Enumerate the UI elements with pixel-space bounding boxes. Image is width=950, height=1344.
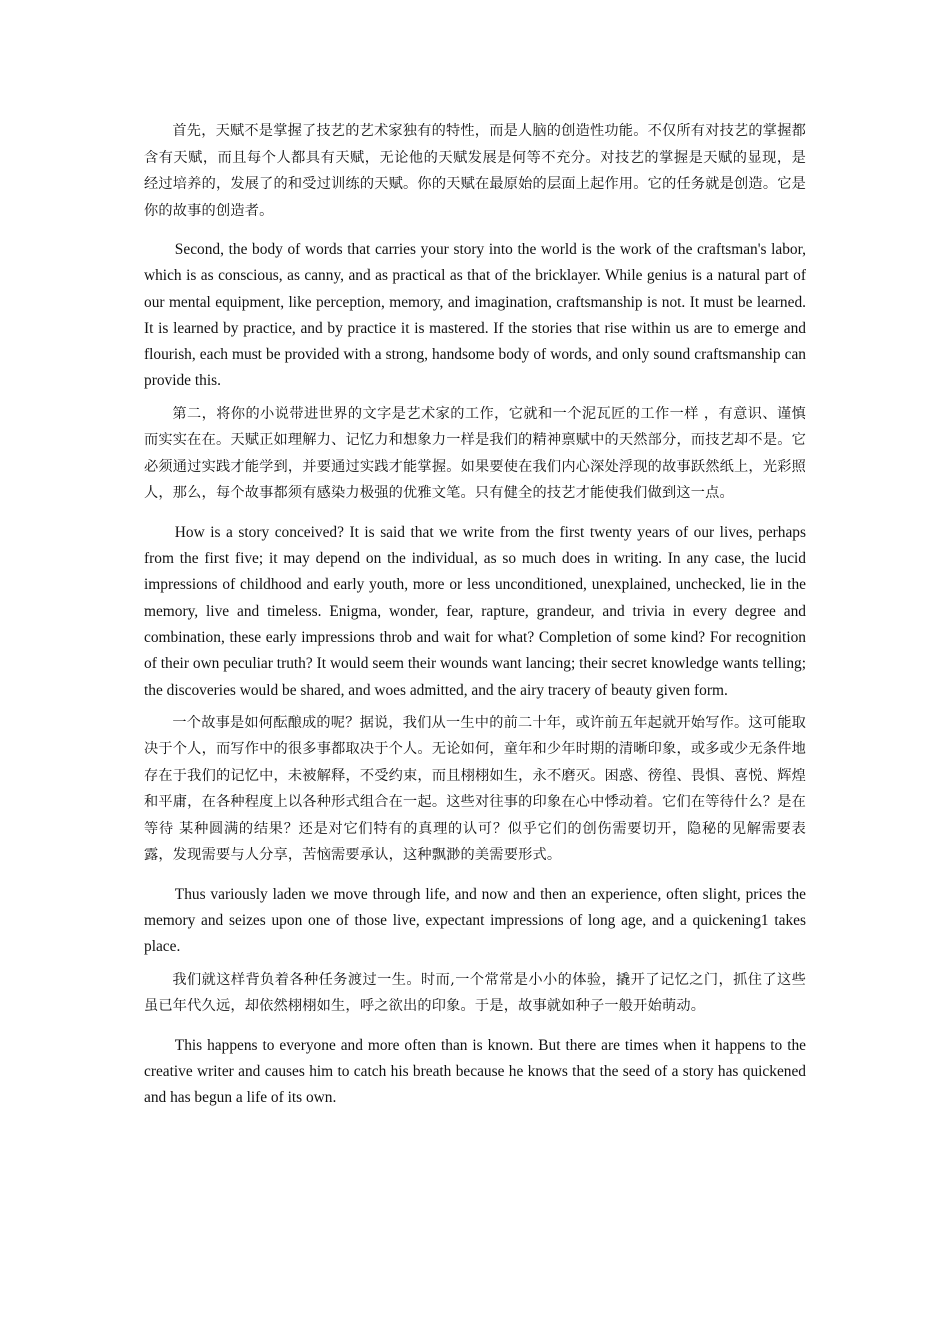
paragraph-en-8: This happens to everyone and more often than is known. But there are times when it happens to the creative writer and causes him to catch his breath because he knows that the seed of a story has quickened and has begun a life of its own. [144,1036,806,1107]
paragraph-zh-5: 一个故事是如何酝酿成的呢？据说，我们从一生中的前二十年，或许前五年起就开始写作。这可能取决于个人，而写作中的很多事都取决于个人。无论如何，童年和少年时期的清晰印象，或多或少无条件地存在于我们的记忆中，未被解释，不受约束，而且栩栩如生，永不磨灭。困惑、徬徨、畏惧、喜悦、辉煌和平庸，在各种程度上以各种形式组合在一起。这些对往事的印象在心中悸动着。它们在等待什么？是在等待 某种圆满的结果？还是对它们特有的真理的认可？似乎它们的创伤需要切开，隐秘的见解需要表露，发现需要与人分享，苦恼需要承认，这种飘渺的美需要形式。 [144,714,806,864]
paragraph-zh-7: 我们就这样背负着各种任务渡过一生。时而,一个常常是小小的体验，撬开了记忆之门，抓住了这些虽已年代久远，却依然栩栩如生，呼之欲出的印象。于是，故事就如种子一般开始萌动。 [144,971,806,1015]
paragraph-zh-3: 第二，将你的小说带进世界的文字是艺术家的工作，它就和一个泥瓦匠的工作一样 ，有意识、谨慎而实实在在。天赋正如理解力、记忆力和想象力一样是我们的精神禀赋中的天然部分，而技艺却不是。它必须通过实践才能学到，并要通过实践才能掌握。如果要使在我们内心深处浮现的故事跃然纸上，光彩照人，那么，每个故事都须有感染力极强的优雅文笔。只有健全的技艺才能使我们做到这一点。 [144,405,806,502]
paragraph-zh-1: 首先，天赋不是掌握了技艺的艺术家独有的特性，而是人脑的创造性功能。不仅所有对技艺的掌握都含有天赋，而且每个人都具有天赋，无论他的天赋发展是何等不充分。对技艺的掌握是天赋的显现，是 经过培养的，发展了的和受过训练的天赋。你的天赋在最原始的层面上起作用。它的任务就是创造。它是你的故事的创造者。 [144,123,806,219]
document-page [144,118,806,1112]
paragraph-en-4: How is a story conceived? It is said that we write from the first twenty years of our lives, perhaps from the first five; it may depend on the individual, as so much does in writing. In any case, the lucid impressions of childhood and early youth, more or less unconditioned, unexplained, unchecked, lie in the memory, live and timeless. Enigma, wonder, fear, rapture, grandeur, and trivia in every degree and combination, these early impressions throb and wait for what? Completion of some kind? For recognition of their own peculiar truth? It would seem their wounds want lancing; their secret knowledge wants telling; the discoveries would be shared, and woes admitted, and the airy tracery of beauty given form. [144,523,806,699]
paragraph-en-6: Thus variously laden we move through life, and now and then an experience, often slight, prices the memory and seizes upon one of those live, expectant impressions of long age, and a quickening1 takes place. [144,885,806,956]
paragraph-en-2: Second, the body of words that carries your story into the world is the work of the craftsman's labor, which is as conscious, as canny, and as practical as that of the bricklayer. While genius is a natural part of our mental equipment, like perception, memory, and imagination, craftsmanship is not. It must be learned. It is learned by practice, and by practice it is mastered. If the stories that rise within us are to emerge and flourish, each must be provided with a strong, handsome body of words, and only sound craftsmanship can provide this. [144,241,806,390]
